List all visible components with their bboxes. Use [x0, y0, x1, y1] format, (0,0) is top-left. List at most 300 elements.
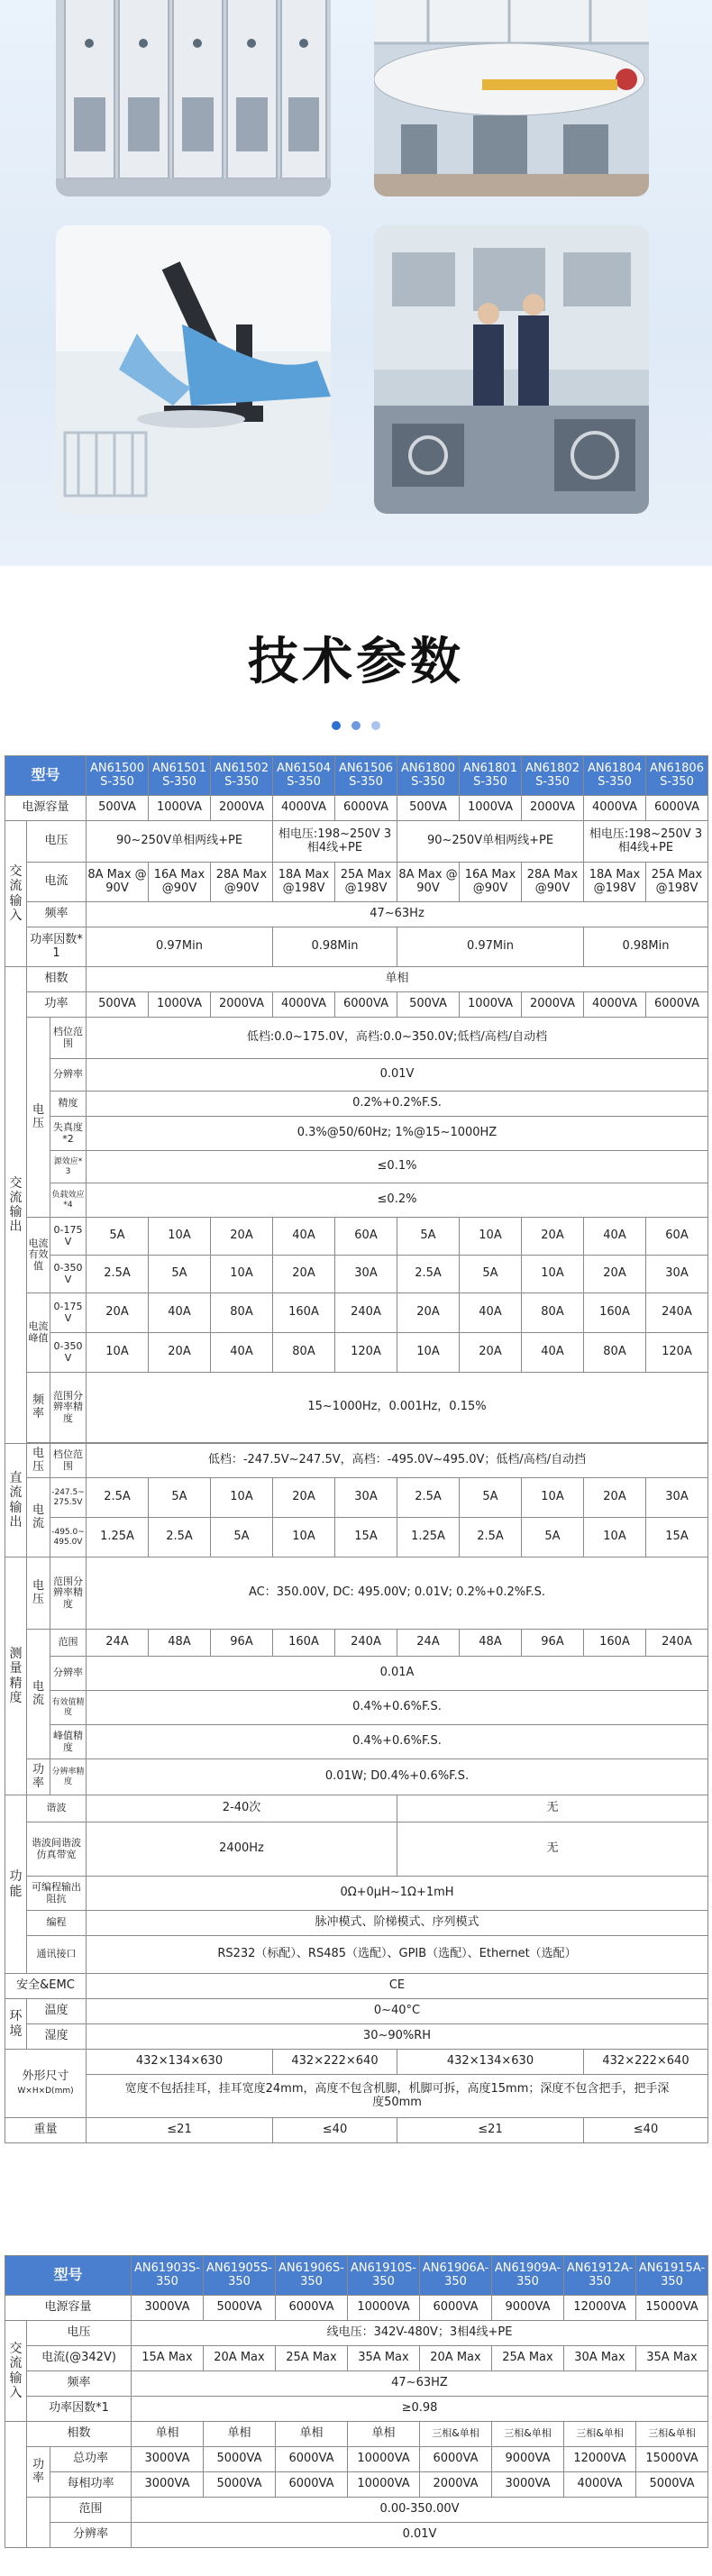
- model-header: 型号: [5, 2256, 132, 2296]
- model-cell: AN61504S-350: [273, 756, 335, 796]
- row-label: 可编程输出阻抗: [27, 1877, 87, 1911]
- cell: 6000VA: [335, 796, 397, 821]
- cell: 三相&单相: [420, 2422, 492, 2447]
- cell: 20A Max: [204, 2346, 276, 2371]
- cell: ≤40: [584, 2118, 708, 2143]
- sub-label: 电流: [27, 1630, 50, 1759]
- sub-label: 功率: [27, 1759, 50, 1795]
- cell: 2000VA: [211, 796, 273, 821]
- category-label: 环境: [5, 1999, 27, 2050]
- cell: 5A: [149, 1256, 211, 1293]
- model-cell: AN61905S-350: [204, 2256, 276, 2296]
- row-label: 0-350V: [50, 1333, 87, 1373]
- cell: 无: [397, 1822, 708, 1877]
- cell: 5000VA: [636, 2472, 708, 2498]
- cell: 80A: [273, 1333, 335, 1373]
- cell: ≥0.98: [132, 2397, 708, 2422]
- model-cell: AN61506S-350: [335, 756, 397, 796]
- cell: 25A Max: [276, 2346, 348, 2371]
- table-row: [5, 2472, 708, 2498]
- row-label: 负载效应*4: [50, 1183, 87, 1218]
- cell: 96A: [211, 1630, 273, 1657]
- cell: 10A: [522, 1256, 584, 1293]
- row-label: 分辨率: [50, 1657, 87, 1691]
- cell: 25A Max @198V: [335, 863, 397, 902]
- table-header-row: [5, 756, 708, 796]
- cell: 160A: [273, 1293, 335, 1333]
- cell: 10A: [87, 1333, 149, 1373]
- cell: 单相: [348, 2422, 420, 2447]
- cell: 240A: [335, 1293, 397, 1333]
- cell: 6000VA: [276, 2472, 348, 2498]
- row-label: 分辨率精度: [50, 1759, 87, 1795]
- cell: 相电压:198~250V 3相4线+PE: [584, 821, 708, 863]
- cell: 8A Max @90V: [87, 863, 149, 902]
- cell: 160A: [584, 1293, 646, 1333]
- row-label: 失真度*2: [50, 1117, 87, 1151]
- cell: 三相&单相: [492, 2422, 564, 2447]
- model-cell: AN61903S-350: [132, 2256, 204, 2296]
- cell: 432×134×630: [87, 2050, 273, 2075]
- cell: 10A: [584, 1518, 646, 1557]
- cell: ≤0.1%: [87, 1151, 708, 1183]
- cell: 20A: [397, 1293, 460, 1333]
- table-row: [5, 1018, 708, 1059]
- cell: 2.5A: [149, 1518, 211, 1557]
- row-label: 湿度: [27, 2024, 87, 2050]
- cell: 6000VA: [335, 992, 397, 1018]
- cell: 6000VA: [276, 2296, 348, 2321]
- row-label: -247.5~275.5V: [50, 1478, 87, 1518]
- cell: 20A: [273, 1478, 335, 1518]
- row-label: 安全&EMC: [5, 1974, 87, 1999]
- cell: 3000VA: [132, 2447, 204, 2472]
- cell: 2.5A: [460, 1518, 522, 1557]
- cell: 0.97Min: [87, 927, 273, 967]
- cell: 3000VA: [132, 2296, 204, 2321]
- cell: 脉冲模式、阶梯模式、序列模式: [87, 1911, 708, 1936]
- category-label: [5, 2422, 27, 2548]
- cell: 432×134×630: [397, 2050, 584, 2075]
- cell: 6000VA: [646, 992, 708, 1018]
- table-header-row: [5, 2256, 708, 2296]
- cell: 20A: [273, 1256, 335, 1293]
- table-row: [5, 1974, 708, 1999]
- cell: 3000VA: [492, 2472, 564, 2498]
- table-row: [5, 902, 708, 927]
- row-label: 有效值精度: [50, 1691, 87, 1725]
- cell: 15000VA: [636, 2296, 708, 2321]
- cell: 5000VA: [204, 2296, 276, 2321]
- table-row: [5, 992, 708, 1018]
- cell: 10000VA: [348, 2472, 420, 2498]
- cell: 500VA: [87, 796, 149, 821]
- cell: 16A Max @90V: [460, 863, 522, 902]
- cell: 10A: [460, 1218, 522, 1256]
- cell: 5A: [460, 1478, 522, 1518]
- row-label: 电源容量: [5, 2296, 132, 2321]
- table-row: [5, 2523, 708, 2548]
- cell: 无: [397, 1795, 708, 1822]
- carousel-dots: [0, 721, 712, 730]
- cell: ≤40: [273, 2118, 397, 2143]
- table-row: [5, 2447, 708, 2472]
- switchgear-photo: [56, 0, 331, 196]
- cell: 30A Max: [564, 2346, 636, 2371]
- dimension-unit: W×H×D(mm): [17, 2086, 74, 2096]
- cell: 48A: [149, 1630, 211, 1657]
- table-row: [5, 1691, 708, 1725]
- cell: 15A Max: [132, 2346, 204, 2371]
- row-label: 0-350V: [50, 1256, 87, 1293]
- table-row: [5, 1256, 708, 1293]
- engineers-icon: [374, 225, 649, 514]
- cell: 0.4%+0.6%F.S.: [87, 1691, 708, 1725]
- row-label: 电源容量: [5, 796, 87, 821]
- cell: 2000VA: [211, 992, 273, 1018]
- cell: 20A: [584, 1256, 646, 1293]
- cell: ≤21: [87, 2118, 273, 2143]
- cell: ≤0.2%: [87, 1183, 708, 1218]
- cell: 2.5A: [87, 1256, 149, 1293]
- table-row: [5, 1373, 708, 1443]
- cell: 25A Max: [492, 2346, 564, 2371]
- cell: 1000VA: [149, 796, 211, 821]
- cell: 低档:0.0~175.0V，高档:0.0~350.0V;低档/高档/自动档: [87, 1018, 708, 1059]
- cell: 0.01V: [87, 1059, 708, 1092]
- row-label: 电压: [27, 2321, 132, 2346]
- table-row: [5, 2024, 708, 2050]
- cell: 160A: [273, 1630, 335, 1657]
- table-row: [5, 2321, 708, 2346]
- row-label: 每相功率: [50, 2472, 132, 2498]
- cell: 240A: [646, 1293, 708, 1333]
- table-row: [5, 1218, 708, 1256]
- table-row: [5, 2498, 708, 2523]
- model-cell: AN61502S-350: [211, 756, 273, 796]
- cell: 80A: [211, 1293, 273, 1333]
- row-label: 相数: [27, 967, 87, 992]
- model-cell: AN61800S-350: [397, 756, 460, 796]
- row-label: 重量: [5, 2118, 87, 2143]
- model-cell: AN61906S-350: [276, 2256, 348, 2296]
- cell: 16A Max @90V: [149, 863, 211, 902]
- dot-3: [371, 721, 380, 730]
- cell: 40A: [149, 1293, 211, 1333]
- switchgear-icon: [56, 0, 331, 196]
- table-row: [5, 1759, 708, 1795]
- cell: 10A: [211, 1256, 273, 1293]
- cell: 4000VA: [273, 992, 335, 1018]
- cell: 240A: [335, 1630, 397, 1657]
- cell: 40A: [211, 1333, 273, 1373]
- cell: 60A: [335, 1218, 397, 1256]
- cell: 80A: [522, 1293, 584, 1333]
- table-row: [5, 1183, 708, 1218]
- cell: 80A: [584, 1333, 646, 1373]
- cell: 1000VA: [460, 796, 522, 821]
- cell: 60A: [646, 1218, 708, 1256]
- cell: 5A: [149, 1478, 211, 1518]
- cell: 6000VA: [276, 2447, 348, 2472]
- cell: 2-40次: [87, 1795, 397, 1822]
- cell: 0~40°C: [87, 1999, 708, 2024]
- row-label: 温度: [27, 1999, 87, 2024]
- row-label: 档位范围: [50, 1018, 87, 1059]
- table-row: [5, 967, 708, 992]
- cell: 10000VA: [348, 2296, 420, 2321]
- cell: 28A Max @90V: [522, 863, 584, 902]
- row-label: 范围: [50, 2498, 132, 2523]
- table-row: [5, 863, 708, 902]
- section-title-block: [0, 622, 712, 730]
- row-label: 源效应*3: [50, 1151, 87, 1183]
- engineers-test-bench-photo: [374, 225, 649, 514]
- table-row: [5, 1911, 708, 1936]
- cell: 10A: [397, 1333, 460, 1373]
- table-row: [5, 1059, 708, 1092]
- cell: 40A: [584, 1218, 646, 1256]
- cell: 432×222×640: [273, 2050, 397, 2075]
- category-label: 交流输入: [5, 2321, 27, 2422]
- cell: 单相: [276, 2422, 348, 2447]
- cell: 120A: [646, 1333, 708, 1373]
- cell: 5A: [397, 1218, 460, 1256]
- row-label: 频率: [27, 902, 87, 927]
- model-cell: AN61500S-350: [87, 756, 149, 796]
- row-label: 相数: [27, 2422, 132, 2447]
- row-label: 电流(@342V): [27, 2346, 132, 2371]
- cell: 47~63HZ: [132, 2371, 708, 2397]
- photo-collage-area: [0, 0, 712, 566]
- model-header: 型号: [5, 756, 87, 796]
- sub-label: 频率: [27, 1373, 50, 1443]
- cell: 三相&单相: [636, 2422, 708, 2447]
- row-label: 精度: [50, 1092, 87, 1117]
- sub-label: [27, 2498, 50, 2548]
- cell: 4000VA: [584, 992, 646, 1018]
- cell: 2.5A: [397, 1256, 460, 1293]
- cell: 0.01A: [87, 1657, 708, 1691]
- cell: 48A: [460, 1630, 522, 1657]
- cell: 20A: [87, 1293, 149, 1333]
- row-label: 功率因数*1: [27, 927, 87, 967]
- table-row: [5, 2296, 708, 2321]
- table-row: [5, 2422, 708, 2447]
- table-row: [5, 1725, 708, 1759]
- cell: 47~63Hz: [87, 902, 708, 927]
- category-label: 功能: [5, 1795, 27, 1974]
- cell: 1.25A: [397, 1518, 460, 1557]
- row-label: 范围分辨率精度: [50, 1373, 87, 1443]
- row-label: [5, 2050, 87, 2118]
- cell: 5A: [87, 1218, 149, 1256]
- cell: 单相: [204, 2422, 276, 2447]
- cell: 单相: [87, 967, 708, 992]
- sub-label: 电流有效值: [27, 1218, 50, 1293]
- cell: 4000VA: [273, 796, 335, 821]
- cell: 0.97Min: [397, 927, 584, 967]
- spec-table-2: [5, 2255, 708, 2548]
- category-label: 直流输出: [5, 1444, 27, 1557]
- cell: 90~250V单相两线+PE: [397, 821, 584, 863]
- row-label: 范围分辨率精度: [50, 1557, 87, 1630]
- category-label: 交流输入: [5, 821, 27, 967]
- cell: 15A: [335, 1518, 397, 1557]
- cell: 10A: [211, 1478, 273, 1518]
- cell: 24A: [397, 1630, 460, 1657]
- cell: 0.01W; D0.4%+0.6%F.S.: [87, 1759, 708, 1795]
- cell: 宽度不包括挂耳，挂耳宽度24mm，高度不包含机脚，机脚可拆，高度15mm；深度不包含把手，把手深度50mm: [87, 2075, 708, 2118]
- cell: 20A: [584, 1478, 646, 1518]
- cell: 18A Max @198V: [273, 863, 335, 902]
- table-row: [5, 1117, 708, 1151]
- sub-label: 电流峰值: [27, 1293, 50, 1373]
- row-label: 编程: [27, 1911, 87, 1936]
- aircraft-icon: [374, 0, 649, 196]
- aircraft-factory-photo: [374, 0, 649, 196]
- cell: 12000VA: [564, 2447, 636, 2472]
- dimension-label: 外形尺寸: [22, 2069, 69, 2083]
- row-label: 频率: [27, 2371, 132, 2397]
- table-row: [5, 1444, 708, 1478]
- cell: 24A: [87, 1630, 149, 1657]
- model-cell: AN61909A-350: [492, 2256, 564, 2296]
- model-cell: AN61912A-350: [564, 2256, 636, 2296]
- table-row: [5, 1822, 708, 1877]
- cell: 2000VA: [420, 2472, 492, 2498]
- cell: 500VA: [397, 796, 460, 821]
- cell: 30A: [646, 1478, 708, 1518]
- cell: 25A Max @198V: [646, 863, 708, 902]
- cell: RS232（标配）、RS485（选配）、GPIB（选配）、Ethernet（选配）: [87, 1936, 708, 1974]
- table-row: [5, 2371, 708, 2397]
- cell: 20A: [211, 1218, 273, 1256]
- cell: 5000VA: [204, 2447, 276, 2472]
- cell: 0.3%@50/60Hz; 1%@15~1000HZ: [87, 1117, 708, 1151]
- table-row: [5, 2118, 708, 2143]
- sub-label: 电压: [27, 1557, 50, 1630]
- cell: 2400Hz: [87, 1822, 397, 1877]
- cell: 160A: [584, 1630, 646, 1657]
- cell: 5A: [522, 1518, 584, 1557]
- cell: 500VA: [397, 992, 460, 1018]
- cell: 4000VA: [584, 796, 646, 821]
- table-row: [5, 1877, 708, 1911]
- cell: 1000VA: [149, 992, 211, 1018]
- cell: 线电压：342V-480V；3相4线+PE: [132, 2321, 708, 2346]
- row-label: 0-175V: [50, 1218, 87, 1256]
- table-row: [5, 1333, 708, 1373]
- cell: 30A: [335, 1478, 397, 1518]
- cell: 2.5A: [397, 1478, 460, 1518]
- cell: 6000VA: [420, 2447, 492, 2472]
- cell: 2000VA: [522, 796, 584, 821]
- spec-table-1: [5, 755, 708, 2143]
- row-label: 谐波间谐波仿真带宽: [27, 1822, 87, 1877]
- cell: 10000VA: [348, 2447, 420, 2472]
- row-label: 功率: [27, 992, 87, 1018]
- microscope-icon: [56, 225, 331, 514]
- cell: 500VA: [87, 992, 149, 1018]
- table-row: [5, 1151, 708, 1183]
- page-title: 技术参数: [248, 633, 464, 691]
- model-cell: AN61915A-350: [636, 2256, 708, 2296]
- cell: ≤21: [397, 2118, 584, 2143]
- sub-label: 功率: [27, 2447, 50, 2498]
- table-row: [5, 1936, 708, 1974]
- table-row: [5, 2075, 708, 2118]
- cell: 2000VA: [522, 992, 584, 1018]
- cell: 30A: [335, 1256, 397, 1293]
- cell: 9000VA: [492, 2296, 564, 2321]
- cell: 0.4%+0.6%F.S.: [87, 1725, 708, 1759]
- cell: 15~1000Hz，0.001Hz，0.15%: [87, 1373, 708, 1443]
- model-cell: AN61801S-350: [460, 756, 522, 796]
- model-cell: AN61804S-350: [584, 756, 646, 796]
- cell: 20A: [149, 1333, 211, 1373]
- cell: 0.98Min: [584, 927, 708, 967]
- cell: 低档：-247.5V~247.5V，高档：-495.0V~495.0V；低档/高档/自动挡: [87, 1444, 708, 1478]
- sub-label: 电流: [27, 1478, 50, 1557]
- cell: 相电压:198~250V 3相4线+PE: [273, 821, 397, 863]
- cell: 35A Max: [636, 2346, 708, 2371]
- cell: 15000VA: [636, 2447, 708, 2472]
- dot-2: [351, 721, 361, 730]
- cell: 10A: [149, 1218, 211, 1256]
- cell: 40A: [460, 1293, 522, 1333]
- row-label: 峰值精度: [50, 1725, 87, 1759]
- table-row: [5, 2397, 708, 2422]
- cell: 8A Max @90V: [397, 863, 460, 902]
- sub-label: 电压: [27, 1444, 50, 1478]
- microscope-lab-photo: [56, 225, 331, 514]
- cell: 5000VA: [204, 2472, 276, 2498]
- row-label: -495.0~495.0V: [50, 1518, 87, 1557]
- row-label: 0-175V: [50, 1293, 87, 1333]
- cell: 6000VA: [420, 2296, 492, 2321]
- row-label: 总功率: [50, 2447, 132, 2472]
- cell: 2.5A: [87, 1478, 149, 1518]
- dot-1: [332, 721, 341, 730]
- cell: 120A: [335, 1333, 397, 1373]
- model-cell: AN61501S-350: [149, 756, 211, 796]
- model-cell: AN61806S-350: [646, 756, 708, 796]
- cell: 20A Max: [420, 2346, 492, 2371]
- cell: 432×222×640: [584, 2050, 708, 2075]
- row-label: 谐波: [27, 1795, 87, 1822]
- cell: 三相&单相: [564, 2422, 636, 2447]
- table-row: [5, 1557, 708, 1630]
- table-row: [5, 2346, 708, 2371]
- cell: 0.98Min: [273, 927, 397, 967]
- cell: 30~90%RH: [87, 2024, 708, 2050]
- table-row: [5, 2050, 708, 2075]
- cell: AC：350.00V, DC: 495.00V; 0.01V; 0.2%+0.2%F.S.: [87, 1557, 708, 1630]
- table-row: [5, 821, 708, 863]
- cell: 0.00-350.00V: [132, 2498, 708, 2523]
- cell: 10A: [273, 1518, 335, 1557]
- cell: 0.01V: [132, 2523, 708, 2548]
- table-row: [5, 1092, 708, 1117]
- cell: 90~250V单相两线+PE: [87, 821, 273, 863]
- model-cell: AN61910S-350: [348, 2256, 420, 2296]
- row-label: 档位范围: [50, 1444, 87, 1478]
- table-row: [5, 1478, 708, 1518]
- category-label: 交流输出: [5, 967, 27, 1444]
- cell: 12000VA: [564, 2296, 636, 2321]
- table-row: [5, 1999, 708, 2024]
